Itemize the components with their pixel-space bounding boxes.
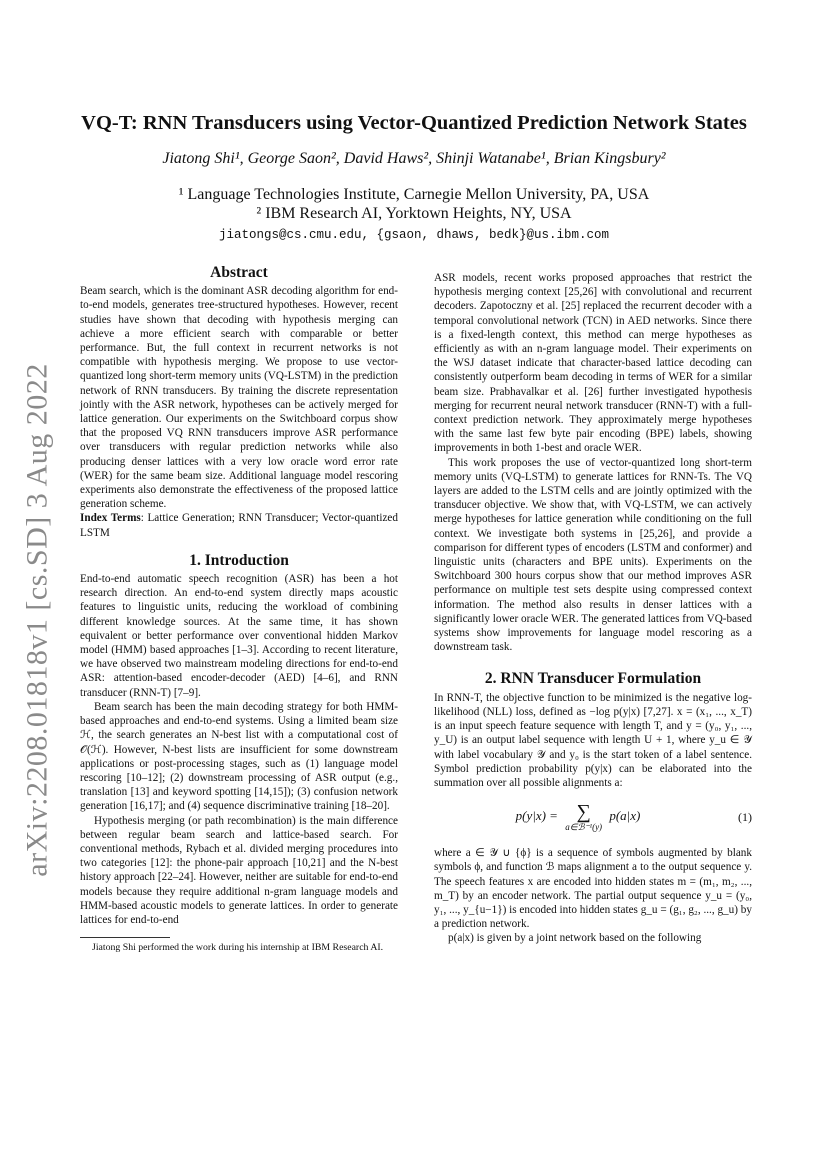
- right-paragraph-2: This work proposes the use of vector-quantized long short-term memory units (VQ-LSTM) to generate lattices for RNN-Ts. The VQ layers are added to the LSTM cells and are jointly optimized with the transducer objective. We show that, with VQ-LSTM, we can actively merge hypotheses for lattice generation while conditioning on the full context. We investigate both systems in [25,26], and provide a comparison for different types of encoders (LSTM and conformer) and linguistic units (characters and BPE units). Experiments on the Switchboard 300 hours corpus show that our method improves ASR performance on multiple test sets despite using compressed context information. The method also results in denser lattices with a significantly lower oracle WER. The generated lattices from VQ-based systems show improvements for language model rescoring as a downstream task.: [434, 456, 752, 654]
- affiliation-2: ² IBM Research AI, Yorktown Heights, NY, USA: [256, 205, 572, 222]
- affiliation-1: ¹ Language Technologies Institute, Carnegie Mellon University, PA, USA: [178, 186, 650, 203]
- right-paragraph-1: ASR models, recent works proposed approaches that restrict the hypothesis merging context [25,26] with convolutional and recurrent decoders. Zapotoczny et al. [25] replaced the recurrent decoder with a temporal convolutional network (TCN) in AED networks. Since there is a fixed-length context, this method can merge hypotheses as efficiently as with an n-gram language model. Their experiments on the WSJ dataset indicate that character-based lattice decoding can consistently outperform beam decoding in terms of WER for a similar beam size. Prabhavalkar et al. [26] further investigated hypothesis merging for recurrent neural network transducer (RNN-T) with a full-context prediction network. They approximately merge hypotheses with the same last few byte pair encoding (BPE) labels, showing improvements in both 1-best and oracle WER.: [434, 272, 752, 455]
- section-2-paragraph-1: In RNN-T, the objective function to be minimized is the negative log-likelihood (NLL) loss, defined as −log p(y|x) [7,27]. x = (x₁, ..., x_T) is an input speech feature sequence with length T, and y = (y₀, y₁, ..., y_U) is an output label sequence with length U + 1, where y_u ∈ 𝒴 with label vocabulary 𝒴 and y₀ is the start token of a label sentence. Symbol prediction probability p(y|x) can be elaborated into the summation over all possible alignments a:: [434, 691, 752, 789]
- equation-1: [434, 802, 752, 832]
- intro-paragraph-1: End-to-end automatic speech recognition (ASR) has been a hot research direction. An end-to-end system directly maps acoustic features to linguistic units, reducing the workload of combining different knowledge sources. At the same time, it has shown equivalent or better performance over conventional hidden Markov model (HMM) based approaches [1–3]. According to recent literature, we have observed two mainstream modeling directions for end-to-end ASR: attention-based encoder-decoder (AED) [4–6], and RNN transducer (RNN-T) [7–9].: [80, 573, 398, 699]
- arxiv-identifier: arXiv:2208.01818v1 [cs.SD] 3 Aug 2022: [21, 363, 55, 877]
- section-2-paragraph-2: where a ∈ 𝒴 ∪ {ϕ} is a sequence of symbols augmented by blank symbols ϕ, and function ℬ maps alignment a to the output sequence y. The speech features x are encoded into hidden states m = (m₁, m₂, ..., m_T) by an encoder network. The partial output sequence y_u = (y₀, y₁, ..., y_{u−1}) is encoded into hidden states g_u = (g₁, g₂, ..., g_u) by a prediction network.: [434, 847, 752, 931]
- author-emails: jiatongs@cs.cmu.edu, {gsaon, dhaws, bedk}@us.ibm.com: [218, 228, 610, 242]
- equation-body: [434, 802, 722, 832]
- left-column: [80, 266, 398, 954]
- summation-symbol: ∑ a∈ℬ⁻¹(y): [565, 801, 603, 833]
- equation-lhs: p(y|x) =: [515, 808, 558, 824]
- abstract-heading: Abstract: [210, 264, 268, 281]
- intro-paragraph-2: Beam search has been the main decoding strategy for both HMM-based approaches and end-to-end systems. Using a limited beam size ℋ, the search generates an N-best list with a computational cost of 𝒪(ℋ). However, N-best lists are insufficient for some downstream applications or post-processing stages, such as (1) language model rescoring [10–12]; (2) downstream processing of ASR output (e.g., translation [13] and keyword spotting [14,15]); (3) confusion network generation [16,17]; and (4) sequence discriminative training [18–20].: [80, 700, 398, 813]
- section-2-paragraph-3: p(a|x) is given by a joint network based on the following: [448, 932, 702, 945]
- index-terms-label: Index Terms: [80, 512, 141, 525]
- index-terms: [80, 511, 398, 539]
- abstract-text: Beam search, which is the dominant ASR decoding algorithm for end-to-end models, generates tree-structured hypotheses. However, recent studies have shown that decoding with hypothesis merging can achieve a more efficient search with comparable or better performance. But, the full context in recurrent networks is not compatible with hypothesis merging. We propose to use vector-quantized long short-term memory units (VQ-LSTM) in the prediction network of RNN transducers. By training the discrete representation jointly with the ASR network, hypotheses can be actively merged for lattice generation. Our experiments on the Switchboard corpus show that the proposed VQ RNN transducers improve ASR performance over transducers with regular prediction networks while also producing denser lattices with a very low oracle word error rate (WER) for the same beam size. Additional language model rescoring experiments also demonstrate the effectiveness of the proposed lattice generation scheme.: [80, 285, 398, 511]
- intro-paragraph-3: Hypothesis merging (or path recombination) is the main difference between regular beam search and lattice-based search. For conventional methods, Rybach et al. divided merging procedures into two categories [12]: the phone-pair approach [10,21] and the N-best history approach [22–24]. However, neither are suitable for end-to-end models because they require additional n-gram language models and HMM-based acoustic models to generate lattices. In order to generate lattices for end-to-end: [80, 814, 398, 926]
- summation-subscript: a∈ℬ⁻¹(y): [565, 822, 603, 833]
- right-column: [434, 271, 752, 946]
- arxiv-sidebar: [8, 360, 68, 880]
- introduction-heading: 1. Introduction: [189, 551, 289, 569]
- footnote-rule: [80, 937, 170, 938]
- author-list: Jiatong Shi¹, George Saon², David Haws², Shinji Watanabe¹, Brian Kingsbury²: [162, 150, 666, 167]
- index-terms-text: : Lattice Generation; RNN Transducer; Vector-quantized LSTM: [80, 512, 398, 539]
- section-2-heading: 2. RNN Transducer Formulation: [484, 670, 702, 688]
- equation-rhs: p(a|x): [609, 808, 641, 824]
- equation-number: (1): [738, 810, 752, 824]
- footnote: Jiatong Shi performed the work during his internship at IBM Research AI.: [92, 942, 384, 954]
- paper-title: VQ-T: RNN Transducers using Vector-Quantized Prediction Network States: [81, 112, 747, 134]
